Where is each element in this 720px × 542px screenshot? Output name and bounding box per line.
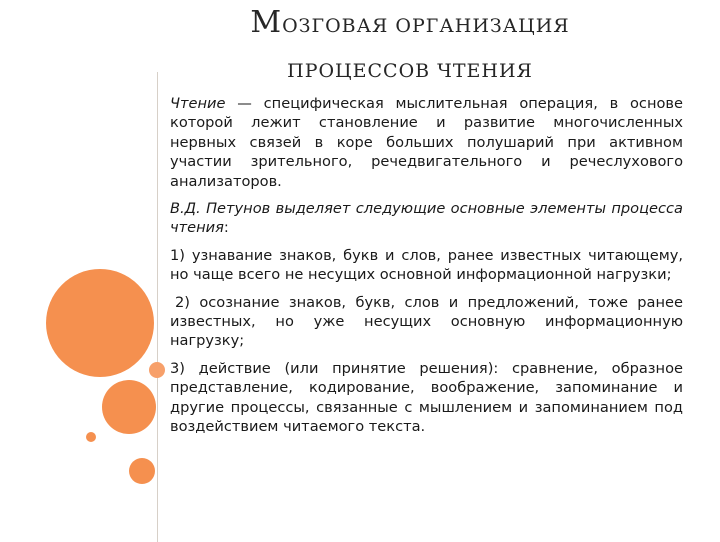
list-item-3: 3) действие (или принятие решения): сравнение, образное представление, кодирование, воображение, запоминание и другие процессы, связанные с мышлением и запоминанием под воздействием читаемого текста. <box>170 359 683 436</box>
petunov-intro: В.Д. Петунов выделяет следующие основные элементы процесса чтения <box>170 200 683 237</box>
slide-body <box>170 94 683 445</box>
large-orange-circle <box>46 269 154 377</box>
title-line-1 <box>150 6 670 43</box>
petunov-paragraph <box>170 199 683 238</box>
vertical-divider <box>157 72 158 542</box>
title-line-2: ПРОЦЕССОВ ЧТЕНИЯ <box>287 60 533 82</box>
definition-term: Чтение <box>170 95 226 112</box>
definition-text: — специфическая мыслительная операция, в основе которой лежит становление и развитие многочисленных нервных связей в коре больших полушарий при активном участии зрительного, речедвигательного и речеслухового анализаторов. <box>170 95 683 190</box>
slide-title <box>150 6 670 85</box>
tiny-orange-circle <box>86 432 96 442</box>
definition-paragraph <box>170 94 683 191</box>
medium-orange-circle <box>102 380 156 434</box>
title-word-1: ОЗГОВАЯ <box>282 15 389 37</box>
title-word-2: ОРГАНИЗАЦИЯ <box>388 15 570 37</box>
small-orange-circle-lower <box>129 458 155 484</box>
petunov-colon: : <box>223 219 229 237</box>
list-item-2: 2) осознание знаков, букв, слов и предложений, тоже ранее известных, но уже несущих основную информационную нагрузку; <box>170 293 683 350</box>
title-initial: М <box>250 5 283 40</box>
list-item-1: 1) узнавание знаков, букв и слов, ранее известных читающему, но чаще всего не несущих основной информационной нагрузки; <box>170 246 683 284</box>
